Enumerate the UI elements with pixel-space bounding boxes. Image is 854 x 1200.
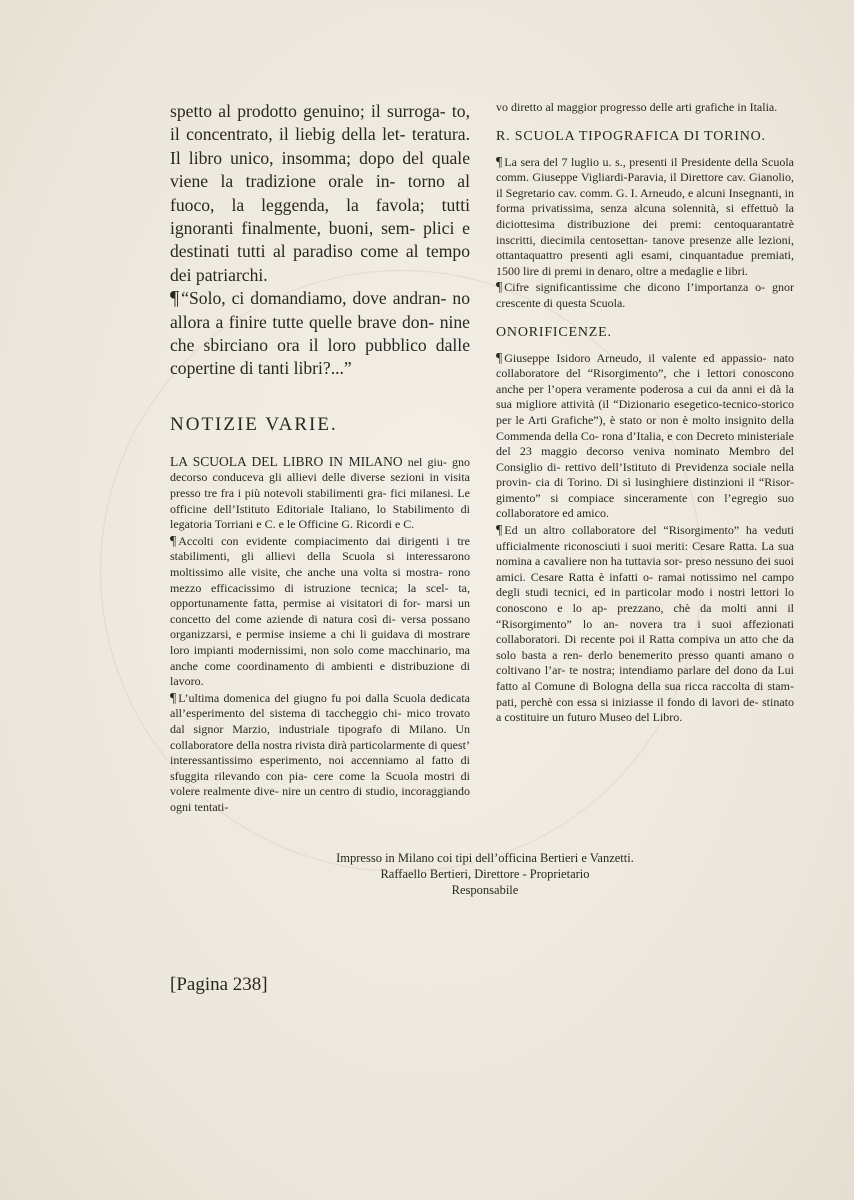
right-column [496,100,794,726]
onorificenze-text-1: Giuseppe Isidoro Arneudo, il valente ed appassio- nato collaboratore del “Risorgimento”, che i lettori conoscono anche per l’opera veramente poderosa a cui da anni ei dà la sua migliore attività (il “Dizionario esegetico-tecnico-storico per le Arti Grafiche”), è stato or non è molto insignito della Commenda della Co- rona d’Italia, e con Decreto ministeriale del 23 maggio decorso veniva nominato Membro del Consiglio di- rettivo dell’Istituto di Previdenza sociale nella provin- cia di Torino. Di sì lusinghiere distinzioni il “Risor- gimento” si compiace sinceramente con l’egregio suo collaboratore ed amico. [496,350,794,521]
imprint [300,850,670,898]
quote-text: “Solo, ci domandiamo, dove andran- no allora a finire tutte quelle brave don- nine che sbirciano ora il loro pubblico dalle copertine di tanti libri?...” [170,288,470,379]
torino-text-1: La sera del 7 luglio u. s., presenti il Presidente della Scuola comm. Giuseppe Vigliardi-Paravia, il Direttore cav. Gianolio, il Segretario cav. comm. G. I. Arneudo, e alcuni Insegnanti, in forma privatissima, senza alcuna solennità, si effettuò la diciottesima distribuzione dei premi: centoquarantatrè inscritti, diecimila centosettan- tanove presenze alle lezioni, ottantaquattro presenti agli esami, cinquantadue premiati, 1500 lire di premi in denaro, oltre a medaglie e libri. [496,154,794,278]
pilcrow-icon: ¶ [496,522,503,538]
onorificenze-paragraph-2 [496,522,794,726]
pilcrow-icon: ¶ [170,532,177,548]
imprint-line-2: Raffaello Bertieri, Direttore - Proprietario [380,867,590,881]
scuola-text-1: nel giu- gno decorso conduceva gli allievi delle diverse sezioni in visita presso tre fra i più notevoli stabilimenti gra- fici milanesi. Le officine dell’Istituto Editoriale Italiano, lo Stabilimento di legatoria Torriani e C. e le Officine G. Ricordi e C. [170,454,470,532]
section-heading-torino: R. SCUOLA TIPOGRAFICA DI TORINO. [496,128,766,144]
pilcrow-icon: ¶ [496,349,503,365]
section-heading-onorificenze: ONORIFICENZE. [496,324,612,340]
scuola-text-2: Accolti con evidente compiacimento dai dirigenti i tre stabilimenti, gli allievi della Scuola si interessarono moltissimo alle visite, che anche una volta si mostra- rono mezzo efficacissimo di istruzione tecnica; la scel- ta, opportunamente fatta, permise ai visitatori di for- marsi un concetto del come aziende di natura così di- versa possano organizzarsi, e permise insieme a chi li guidava di mostrare loro impianti modernissimi, non solo come macchinario, ma anche come coordinamento di ambienti e distribuzione di lavoro. [170,533,470,689]
pilcrow-icon: ¶ [170,689,177,705]
scuola-text-3: L’ultima domenica del giugno fu poi dalla Scuola dedicata all’esperimento del sistema di taccheggio chi- mico trovato dal signor Marzio, industriale tipografo di Milano. Un collaboratore della nostra rivista dirà particolarmente di quest’ interessantissimo esperimento, noi accenniamo al fatto di sfuggita rilevando con pia- cere come la Scuola mostri di volere realmente dive- nire un centro di studio, incoraggiando ogni tentati- [170,690,470,814]
scuola-paragraph-2 [170,533,470,690]
pilcrow-icon: ¶ [170,287,180,310]
left-column [170,100,470,816]
scuola-lead: LA SCUOLA DEL LIBRO IN MILANO [170,453,403,469]
onorificenze-paragraph-1 [496,350,794,523]
continuation-paragraph: vo diretto al maggior progresso delle arti grafiche in Italia. [496,100,778,114]
scuola-paragraph-1 [170,454,470,533]
imprint-line-1: Impresso in Milano coi tipi dell’officina Bertieri e Vanzetti. [336,851,634,865]
torino-paragraph-2 [496,279,794,311]
paragraph-top: spetto al prodotto genuino; il surroga- to, il concentrato, il liebig della let- teratura. Il libro unico, insomma; dopo del quale viene la tradizione orale in- torno al fuoco, la leggenda, la favola; tutti ignoranti finalmente, buoni, sem- plici e destinati tutti al paradiso come al tempo dei patriarchi. [170,101,470,285]
imprint-line-3: Responsabile [451,883,519,897]
onorificenze-text-2: Ed un altro collaboratore del “Risorgimento” ha veduti ufficialmente riconosciuti i suoi meriti: Cesare Ratta. La sua nomina a cavaliere non ha tuttavia sor- preso nessuno dei suoi amici. Cesare Ratta è infatti o- ramai notissimo nel campo degli studi tecnici, ed in particolar modo i nostri lettori lo conoscono e lo ap- prezzano, chè da molti anni il “Risorgimento” lo an- novera tra i suoi affezionati collaboratori. Di recente poi il Ratta compiva un atto che da solo basta a ren- derlo benemerito presso quanti amano o coltivano l’ar- te nostra; intendiamo parlare del dono da Lui fatto al Comune di Bologna della sua ricca raccolta di stam- pati, perchè con essa si iniziasse il fondo di lavori de- stinato a costituire un futuro Museo del Libro. [496,523,794,725]
torino-text-2: Cifre significantissime che dicono l’importanza o- gnor crescente di questa Scuola. [496,280,794,310]
page-number: [Pagina 238] [170,974,268,995]
scuola-paragraph-3 [170,690,470,816]
quote-paragraph [170,287,470,381]
torino-paragraph-1 [496,154,794,280]
pilcrow-icon: ¶ [496,153,503,169]
pilcrow-icon: ¶ [496,279,503,295]
section-heading-notizie: NOTIZIE VARIE. [170,413,338,435]
